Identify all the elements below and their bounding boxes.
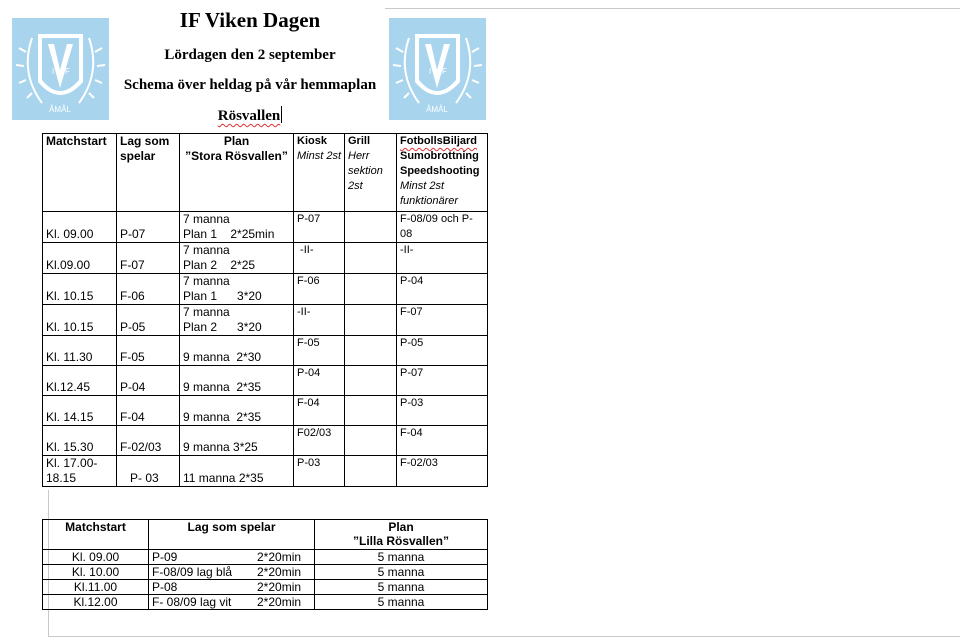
cell-time: Kl. 10.15 [43, 274, 117, 305]
cell-team: P-07 [117, 212, 180, 243]
logo-letter: F [442, 67, 447, 76]
cell-activities: F-04 [397, 426, 488, 456]
cell-time: Kl. 09.00 [43, 212, 117, 243]
cell-grill [345, 305, 397, 336]
cell-team: F-05 [117, 336, 180, 366]
cell-time: Kl. 17.00-18.15 [43, 456, 117, 487]
table-header-row [43, 520, 488, 550]
cell-duration: 2*20min [257, 565, 302, 579]
cell-duration: 2*20min [257, 550, 302, 564]
cell-team [149, 580, 315, 595]
cell-activities: -II- [397, 243, 488, 274]
table-row [43, 595, 488, 610]
cell-team-name: P-09 [152, 550, 178, 564]
header-matchstart: Matchstart [43, 134, 117, 212]
text-cursor [281, 106, 282, 123]
cell-grill [345, 456, 397, 487]
header-plan [315, 520, 488, 550]
cell-time: Kl. 14.15 [43, 396, 117, 426]
main-schedule-table [42, 133, 488, 487]
cell-activities: F-02/03 [397, 456, 488, 487]
cell-activities: P-03 [397, 396, 488, 426]
cell-plan: 5 manna [315, 565, 488, 580]
cell-time: Kl. 15.30 [43, 426, 117, 456]
cell-time: Kl. 10.15 [43, 305, 117, 336]
cell-time: Kl.11.00 [43, 580, 149, 595]
cell-plan [180, 396, 294, 426]
page-border-top [385, 8, 960, 9]
header-activity-2: Sumobrottning [400, 150, 479, 162]
table-row [43, 580, 488, 595]
venue-heading[interactable] [110, 106, 390, 125]
cell-plan-format: 7 manna [183, 212, 230, 226]
table-row [43, 426, 488, 456]
header-activities [397, 134, 488, 212]
logo-letter: I [429, 67, 432, 76]
logo-letter: I [52, 67, 55, 76]
cell-team: P- 03 [117, 456, 180, 487]
header-plan-sub: ”Stora Rösvallen” [185, 149, 288, 163]
cell-activities: F-07 [397, 305, 488, 336]
cell-activities: P-07 [397, 366, 488, 396]
cell-team: F-07 [117, 243, 180, 274]
cell-plan [180, 243, 294, 274]
logo-town: ÅMÅL [49, 105, 71, 114]
cell-grill [345, 366, 397, 396]
cell-activities: P-05 [397, 336, 488, 366]
cell-plan: 5 manna [315, 595, 488, 610]
header-matchstart: Matchstart [43, 520, 149, 550]
cell-team-name: P-08 [152, 580, 178, 594]
cell-grill [345, 212, 397, 243]
header-kiosk [294, 134, 345, 212]
cell-team: P-04 [117, 366, 180, 396]
cell-kiosk: F02/03 [294, 426, 345, 456]
cell-kiosk: F-04 [294, 396, 345, 426]
page-border-bottom [48, 636, 960, 637]
header-activity-3: Speedshooting [400, 165, 480, 177]
table-row [43, 565, 488, 580]
cell-plan-format: 7 manna [183, 243, 230, 257]
cell-duration: 2*20min [257, 595, 302, 609]
cell-plan [180, 274, 294, 305]
cell-kiosk: -II- [294, 305, 345, 336]
cell-team [149, 595, 315, 610]
table-row [43, 274, 488, 305]
table-header-row [43, 134, 488, 212]
cell-grill [345, 426, 397, 456]
cell-team [149, 550, 315, 565]
cell-grill [345, 336, 397, 366]
cell-plan-detail: Plan 2 2*25 [183, 258, 256, 272]
table-row [43, 396, 488, 426]
small-schedule-table [42, 519, 488, 610]
cell-plan-detail: Plan 2 3*20 [183, 320, 262, 334]
header-lag: Lag som spelar [117, 134, 180, 212]
cell-plan-detail: 11 manna 2*35 [183, 471, 264, 485]
header-activity-1: FotbollsBiljard [400, 135, 477, 147]
cell-team-name: F- 08/09 lag vit [152, 595, 232, 609]
header-plan-title: Plan [223, 134, 250, 148]
club-logo-left [12, 18, 109, 120]
header-plan-title: Plan [388, 520, 414, 534]
table-row [43, 336, 488, 366]
cell-team: F-04 [117, 396, 180, 426]
cell-plan [180, 426, 294, 456]
cell-plan-detail: 9 manna 2*35 [183, 380, 262, 394]
cell-plan-format: 7 manna [183, 305, 230, 319]
cell-kiosk: P-04 [294, 366, 345, 396]
cell-plan: 5 manna [315, 580, 488, 595]
cell-plan [180, 366, 294, 396]
cell-time: Kl.09.00 [43, 243, 117, 274]
cell-time: Kl.12.00 [43, 595, 149, 610]
table-row [43, 550, 488, 565]
cell-plan: 5 manna [315, 550, 488, 565]
event-date: Lördagen den 2 september [164, 47, 336, 63]
logo-town: ÅMÅL [426, 105, 448, 114]
cell-plan [180, 336, 294, 366]
logo-letter: F [65, 67, 70, 76]
club-logo-right [389, 18, 486, 120]
cell-time: Kl. 10.00 [43, 565, 149, 580]
table-row [43, 366, 488, 396]
cell-plan-detail: 9 manna 2*30 [183, 350, 262, 364]
table-row [43, 243, 488, 274]
cell-plan-detail: 9 manna 3*25 [183, 440, 258, 454]
cell-kiosk: -II- [294, 243, 345, 274]
cell-team-name: F-08/09 lag blå [152, 565, 233, 579]
cell-team [149, 565, 315, 580]
header-plan [180, 134, 294, 212]
table-row [43, 305, 488, 336]
header-grill [345, 134, 397, 212]
cell-kiosk: P-03 [294, 456, 345, 487]
cell-grill [345, 274, 397, 305]
cell-time: Kl. 11.30 [43, 336, 117, 366]
cell-plan [180, 305, 294, 336]
schedule-subtitle: Schema över heldag på vår hemmaplan [123, 77, 377, 93]
header-plan-sub: ”Lilla Rösvallen” [352, 534, 450, 548]
cell-team: F-06 [117, 274, 180, 305]
header-lag: Lag som spelar [149, 520, 315, 550]
cell-plan [180, 212, 294, 243]
cell-plan-detail: Plan 1 2*25min [183, 227, 275, 241]
club-emblem-icon [12, 18, 109, 120]
cell-team: P-05 [117, 305, 180, 336]
cell-activities: P-04 [397, 274, 488, 305]
header-grill-note: Herr sektion 2st [348, 150, 383, 192]
cell-plan-detail: 9 manna 2*35 [183, 410, 262, 424]
cell-time: Kl. 09.00 [43, 550, 149, 565]
venue-name: Rösvallen [217, 108, 281, 124]
cell-grill [345, 243, 397, 274]
cell-kiosk: F-05 [294, 336, 345, 366]
cell-plan-detail: Plan 1 3*20 [183, 289, 262, 303]
cell-duration: 2*20min [257, 580, 302, 594]
cell-team: F-02/03 [117, 426, 180, 456]
cell-kiosk: P-07 [294, 212, 345, 243]
club-emblem-icon [389, 18, 486, 120]
cell-grill [345, 396, 397, 426]
header-kiosk-title: Kiosk [297, 135, 327, 147]
cell-activities: F-08/09 och P-08 [397, 212, 488, 243]
header-activities-note: Minst 2st funktionärer [400, 180, 459, 207]
header-kiosk-note: Minst 2st [297, 150, 342, 162]
header-grill-title: Grill [348, 135, 371, 147]
cell-plan [180, 456, 294, 487]
cell-plan-format: 7 manna [183, 274, 230, 288]
cell-kiosk: F-06 [294, 274, 345, 305]
document-title: IF Viken Dagen [179, 8, 321, 32]
table-row [43, 212, 488, 243]
table-row [43, 456, 488, 487]
cell-time: Kl.12.45 [43, 366, 117, 396]
